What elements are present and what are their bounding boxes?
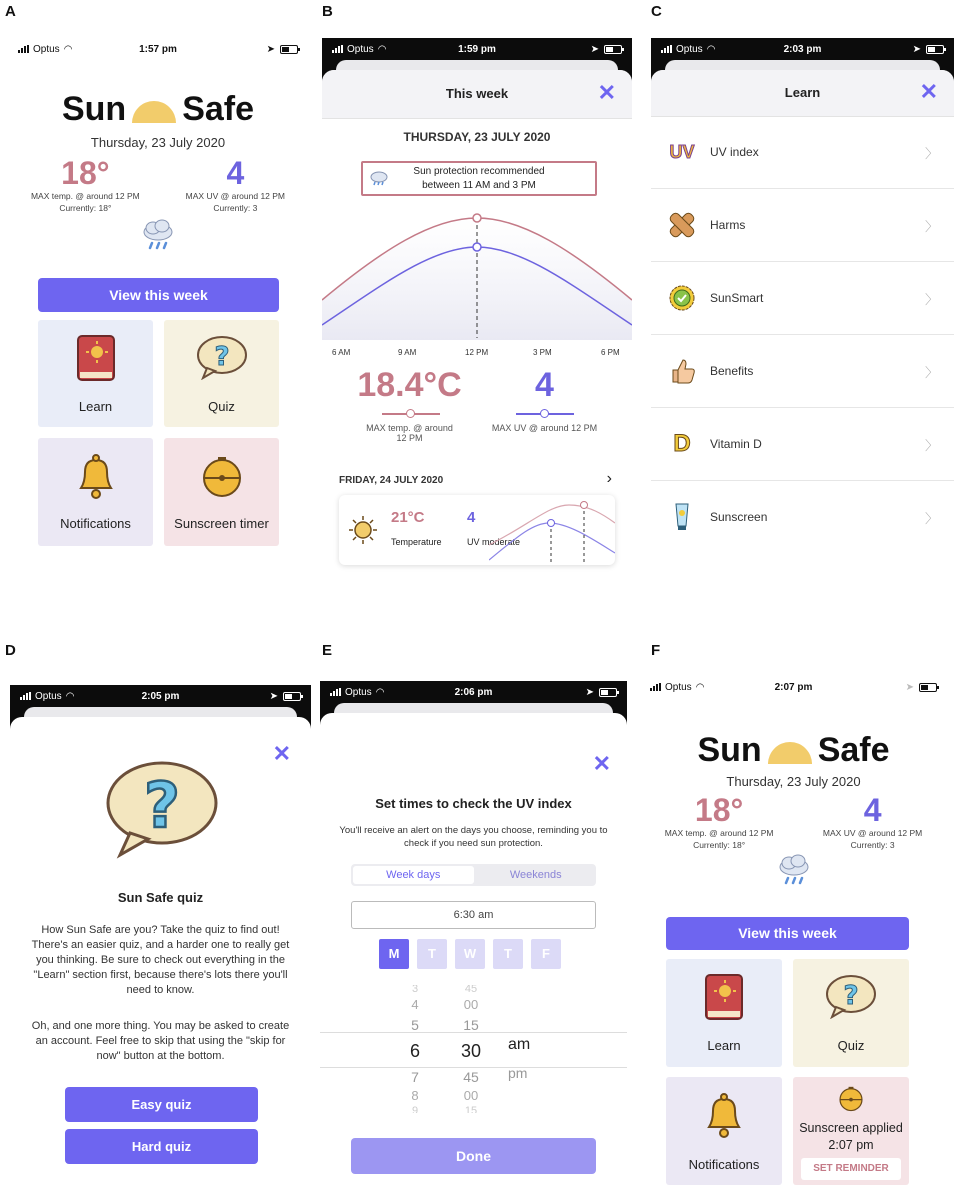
bell-icon bbox=[699, 1091, 749, 1141]
status-time: 2:07 pm bbox=[774, 681, 813, 693]
weather-rain-icon bbox=[8, 218, 308, 257]
daily-curve-chart bbox=[322, 210, 632, 340]
sheet-title: Learn bbox=[784, 85, 821, 100]
panel-label-f: F bbox=[651, 642, 661, 659]
next-temp-label: Temperature bbox=[391, 537, 442, 547]
done-button[interactable]: Done bbox=[351, 1138, 596, 1174]
home-date: Thursday, 23 July 2020 bbox=[90, 135, 226, 150]
sunscreen-applied-label: Sunscreen applied bbox=[799, 1121, 903, 1135]
location-arrow-icon: ➤ bbox=[269, 690, 278, 702]
temp-curve-area bbox=[322, 218, 632, 340]
timer-icon bbox=[199, 454, 245, 500]
protection-banner bbox=[361, 161, 597, 196]
meridiem-selected: am bbox=[508, 1036, 531, 1053]
next-day-mini-chart bbox=[489, 495, 615, 565]
sunscreen-timer-tile[interactable] bbox=[164, 438, 279, 546]
svg-text:?: ? bbox=[213, 342, 230, 372]
quiz-tile-label: Quiz bbox=[208, 399, 235, 414]
notifications-tile[interactable] bbox=[666, 1077, 782, 1185]
learn-item-label: Benefits bbox=[710, 364, 754, 378]
signal-icon bbox=[18, 45, 29, 53]
quiz-intro-1: How Sun Safe are you? Take the quiz to find out! There's an easier quiz, and a harder one to really get you thinking. Be sure to check out everything in the "Learn" section first, because there's lots there you'll need to know. bbox=[31, 924, 290, 996]
signal-icon bbox=[650, 683, 661, 691]
hour-option: 5 bbox=[411, 1017, 419, 1033]
panel-label-e: E bbox=[322, 642, 333, 659]
location-arrow-icon: ➤ bbox=[590, 43, 599, 55]
learn-item-benefits[interactable] bbox=[651, 335, 954, 408]
learn-item-label: SunSmart bbox=[710, 291, 764, 305]
signal-icon bbox=[332, 45, 343, 53]
carrier-label: Optus bbox=[347, 43, 374, 55]
quiz-bubble-icon bbox=[195, 334, 249, 380]
segment-week-days[interactable]: Week days bbox=[353, 866, 474, 884]
uv-slider-indicator bbox=[482, 407, 607, 421]
carrier-label: Optus bbox=[33, 43, 60, 55]
minute-option: 00 bbox=[463, 997, 479, 1012]
logo-text-left: Sun bbox=[61, 90, 127, 128]
home-date: Thursday, 23 July 2020 bbox=[726, 774, 861, 789]
sun-logo-icon bbox=[768, 742, 812, 764]
banner-line-2: between 11 AM and 3 PM bbox=[422, 180, 536, 191]
sunscreen-tube-icon bbox=[667, 502, 697, 532]
uv-label: MAX UV @ around 12 PM bbox=[185, 191, 286, 202]
notifications-tile-label: Notifications bbox=[60, 516, 131, 531]
logo-text-right: Safe bbox=[182, 90, 255, 128]
quiz-title: Sun Safe quiz bbox=[117, 890, 204, 905]
chevron-right-icon: 〉 bbox=[924, 437, 938, 453]
wifi-icon: ◠ bbox=[65, 690, 75, 702]
temp-current: Currently: 18° bbox=[59, 202, 112, 213]
carrier-label: Optus bbox=[345, 686, 372, 698]
wifi-icon: ◠ bbox=[63, 43, 73, 55]
minute-option: 15 bbox=[464, 1105, 478, 1113]
week-uv-value: 4 bbox=[535, 366, 554, 404]
temp-peak-point bbox=[473, 214, 481, 222]
learn-tile[interactable] bbox=[666, 959, 782, 1067]
learn-item-sunscreen[interactable] bbox=[651, 481, 954, 553]
panel-label-a: A bbox=[5, 3, 16, 20]
temp-value: 18° bbox=[61, 155, 110, 191]
week-temp-value: 18.4°C bbox=[357, 366, 462, 404]
notifications-tile[interactable] bbox=[38, 438, 153, 546]
sunscreen-timer-label: Sunscreen timer bbox=[174, 516, 269, 531]
uv-stat bbox=[186, 156, 285, 214]
set-reminder-button[interactable]: SET REMINDER bbox=[801, 1158, 901, 1180]
notifications-tile-label: Notifications bbox=[688, 1157, 760, 1172]
svg-text:?: ? bbox=[144, 769, 180, 842]
next-day-card[interactable] bbox=[339, 495, 615, 565]
close-icon[interactable]: ✕ bbox=[919, 79, 938, 104]
battery-icon bbox=[599, 688, 617, 697]
chevron-right-icon: 〉 bbox=[924, 364, 938, 380]
x-tick: 12 PM bbox=[465, 348, 489, 357]
carrier-label: Optus bbox=[665, 681, 692, 693]
timer-icon bbox=[837, 1085, 865, 1113]
wifi-icon: ◠ bbox=[706, 43, 716, 55]
quiz-tile[interactable] bbox=[793, 959, 909, 1067]
uv-logo-icon: UV bbox=[669, 141, 695, 162]
location-arrow-icon: ➤ bbox=[585, 686, 594, 698]
days-segmented-control bbox=[351, 864, 596, 886]
learn-tile-label: Learn bbox=[78, 399, 113, 414]
quiz-bubble-icon bbox=[102, 757, 222, 859]
badge-check-icon bbox=[667, 283, 697, 313]
close-icon[interactable]: ✕ bbox=[597, 80, 616, 105]
week-temp-label-2: 12 PM bbox=[396, 433, 423, 443]
segment-weekends[interactable]: Weekends bbox=[509, 869, 562, 881]
panel-a-home bbox=[8, 38, 308, 558]
learn-item-label: UV index bbox=[710, 145, 759, 159]
next-day-chevron-icon[interactable]: › bbox=[606, 470, 612, 487]
panel-d-quiz bbox=[10, 685, 311, 1192]
uv-current: Currently: 3 bbox=[850, 839, 895, 850]
thumbs-up-icon bbox=[667, 356, 697, 386]
status-bar bbox=[320, 681, 627, 703]
status-time: 2:06 pm bbox=[454, 686, 493, 698]
weather-rain-icon bbox=[640, 853, 947, 892]
meridiem-option: pm bbox=[508, 1065, 528, 1081]
battery-icon bbox=[604, 45, 622, 54]
panel-e-notifications bbox=[320, 681, 627, 1186]
svg-text:?: ? bbox=[843, 981, 859, 1011]
wifi-icon: ◠ bbox=[695, 681, 705, 693]
battery-icon bbox=[926, 45, 944, 54]
day-toggle-thu[interactable]: T bbox=[493, 939, 523, 969]
quiz-tile-label: Quiz bbox=[837, 1038, 865, 1053]
cloud-rain-icon bbox=[369, 170, 389, 191]
day-toggle-mon[interactable]: M bbox=[379, 939, 409, 969]
carrier-label: Optus bbox=[676, 43, 703, 55]
book-icon bbox=[700, 971, 748, 1023]
battery-icon bbox=[283, 692, 301, 701]
close-icon[interactable]: ✕ bbox=[592, 751, 611, 776]
hour-option: 7 bbox=[411, 1069, 419, 1085]
temp-value: 18° bbox=[694, 792, 744, 828]
app-logo bbox=[8, 90, 308, 129]
learn-tile[interactable] bbox=[38, 320, 153, 427]
temp-stat bbox=[665, 793, 774, 851]
quiz-bubble-icon bbox=[824, 973, 878, 1019]
learn-item-vitamin-d[interactable] bbox=[651, 408, 954, 481]
status-time: 2:05 pm bbox=[141, 690, 180, 702]
time-picker-wheel[interactable] bbox=[320, 985, 627, 1113]
uv-current: Currently: 3 bbox=[213, 202, 258, 213]
hour-option: 8 bbox=[411, 1088, 419, 1103]
sunscreen-applied-time: 2:07 pm bbox=[828, 1138, 874, 1152]
signal-icon bbox=[661, 45, 672, 53]
day-toggle-tue[interactable]: T bbox=[417, 939, 447, 969]
learn-item-harms[interactable] bbox=[651, 189, 954, 262]
learn-tile-label: Learn bbox=[707, 1038, 741, 1053]
hour-option: 9 bbox=[411, 1105, 419, 1113]
learn-item-label: Vitamin D bbox=[710, 437, 762, 451]
status-bar bbox=[8, 38, 308, 60]
hour-column bbox=[400, 985, 430, 1113]
panel-f-home-applied bbox=[640, 676, 947, 1190]
wifi-icon: ◠ bbox=[377, 43, 387, 55]
wifi-icon: ◠ bbox=[375, 686, 385, 698]
uv-value: 4 bbox=[863, 792, 882, 828]
x-tick: 9 AM bbox=[398, 348, 417, 357]
view-week-button[interactable]: View this week bbox=[38, 278, 279, 312]
x-tick: 6 PM bbox=[601, 348, 620, 357]
status-bar bbox=[640, 676, 947, 698]
panel-label-c: C bbox=[651, 3, 662, 20]
panel-b-week bbox=[322, 38, 632, 598]
logo-text-left: Sun bbox=[697, 731, 762, 769]
time-field[interactable]: 6:30 am bbox=[351, 901, 596, 929]
notif-description: You'll receive an alert on the days you choose, reminding you to check if you need sun protection. bbox=[339, 825, 608, 849]
chevron-right-icon: 〉 bbox=[924, 218, 938, 234]
banner-line-1: Sun protection recommended bbox=[413, 166, 545, 177]
hour-option: 4 bbox=[411, 997, 419, 1012]
minute-option: 45 bbox=[463, 1069, 479, 1085]
quiz-sheet bbox=[10, 717, 311, 1192]
sheet-title: This week bbox=[445, 86, 509, 101]
sunscreen-applied-tile[interactable] bbox=[793, 1077, 909, 1185]
location-arrow-icon: ➤ bbox=[912, 43, 921, 55]
minute-column bbox=[453, 985, 489, 1113]
sheet-header bbox=[651, 70, 954, 117]
learn-sheet bbox=[651, 70, 954, 558]
minute-option: 00 bbox=[463, 1088, 479, 1103]
uv-value: 4 bbox=[226, 155, 245, 191]
next-temp-value: 21°C bbox=[391, 509, 425, 526]
quiz-tile[interactable] bbox=[164, 320, 279, 427]
book-icon bbox=[72, 332, 120, 384]
view-week-button[interactable]: View this week bbox=[666, 917, 909, 950]
uv-stat bbox=[823, 793, 922, 851]
panel-c-learn bbox=[651, 38, 954, 558]
bell-icon bbox=[71, 452, 121, 502]
week-date: THURSDAY, 23 JULY 2020 bbox=[403, 130, 551, 144]
sun-icon bbox=[348, 515, 378, 545]
panel-label-b: B bbox=[322, 3, 333, 20]
uv-label: MAX UV @ around 12 PM bbox=[822, 828, 923, 839]
week-temp-label-1: MAX temp. @ around bbox=[366, 423, 453, 433]
notifications-sheet bbox=[320, 713, 627, 1186]
minute-option: 45 bbox=[464, 985, 478, 995]
chevron-right-icon: 〉 bbox=[924, 510, 938, 526]
uv-peak-point bbox=[473, 243, 481, 251]
week-sheet bbox=[322, 70, 632, 598]
battery-icon bbox=[280, 45, 298, 54]
sheet-header bbox=[322, 70, 632, 119]
status-time: 1:57 pm bbox=[139, 43, 177, 55]
notif-title: Set times to check the UV index bbox=[375, 796, 572, 811]
battery-icon bbox=[919, 683, 937, 692]
bandage-icon bbox=[667, 210, 697, 240]
logo-text-right: Safe bbox=[817, 731, 890, 769]
next-uv-label: UV moderate bbox=[467, 537, 521, 547]
x-tick: 6 AM bbox=[332, 348, 351, 357]
carrier-label: Optus bbox=[35, 690, 62, 702]
week-uv-label: MAX UV @ around 12 PM bbox=[491, 423, 598, 433]
status-bar bbox=[651, 38, 954, 60]
signal-icon bbox=[20, 692, 31, 700]
x-tick: 3 PM bbox=[533, 348, 552, 357]
temp-slider-indicator bbox=[322, 407, 497, 421]
panel-label-d: D bbox=[5, 642, 16, 659]
day-toggle-wed[interactable]: W bbox=[455, 939, 485, 969]
day-toggle-fri[interactable]: F bbox=[531, 939, 561, 969]
chevron-right-icon: 〉 bbox=[924, 291, 938, 307]
learn-item-label: Sunscreen bbox=[710, 510, 768, 524]
learn-item-uv-index[interactable] bbox=[651, 116, 954, 189]
minute-option: 15 bbox=[463, 1017, 479, 1033]
hour-option: 3 bbox=[411, 985, 419, 995]
signal-icon bbox=[330, 688, 341, 696]
minute-selected: 30 bbox=[460, 1041, 482, 1061]
easy-quiz-button[interactable]: Easy quiz bbox=[65, 1087, 258, 1122]
status-bar bbox=[10, 685, 311, 707]
location-arrow-icon: ➤ bbox=[905, 681, 914, 693]
close-icon[interactable]: ✕ bbox=[272, 741, 291, 766]
hard-quiz-button[interactable]: Hard quiz bbox=[65, 1129, 258, 1164]
hour-selected: 6 bbox=[409, 1041, 420, 1061]
status-bar bbox=[322, 38, 632, 60]
sun-logo-icon bbox=[132, 101, 176, 123]
status-time: 1:59 pm bbox=[458, 43, 496, 55]
temp-label: MAX temp. @ around 12 PM bbox=[30, 191, 140, 202]
status-time: 2:03 pm bbox=[783, 43, 822, 55]
learn-item-label: Harms bbox=[710, 218, 746, 232]
temp-label: MAX temp. @ around 12 PM bbox=[664, 828, 774, 839]
weekday-selector bbox=[379, 939, 561, 969]
learn-item-sunsmart[interactable] bbox=[651, 262, 954, 335]
temp-current: Currently: 18° bbox=[693, 839, 746, 850]
vitamin-d-icon: D bbox=[673, 430, 691, 457]
quiz-intro-2: Oh, and one more thing. You may be asked to create an account. Feel free to skip that using the "skip for now" button at the bottom. bbox=[31, 1020, 290, 1062]
week-temp-stat bbox=[322, 366, 497, 443]
week-uv-stat bbox=[482, 366, 607, 433]
location-arrow-icon: ➤ bbox=[266, 43, 275, 55]
next-uv-value: 4 bbox=[467, 509, 476, 526]
temp-stat bbox=[31, 156, 140, 214]
chevron-right-icon: 〉 bbox=[924, 145, 938, 161]
next-day-date: FRIDAY, 24 JULY 2020 bbox=[339, 475, 444, 486]
app-logo bbox=[640, 731, 947, 770]
